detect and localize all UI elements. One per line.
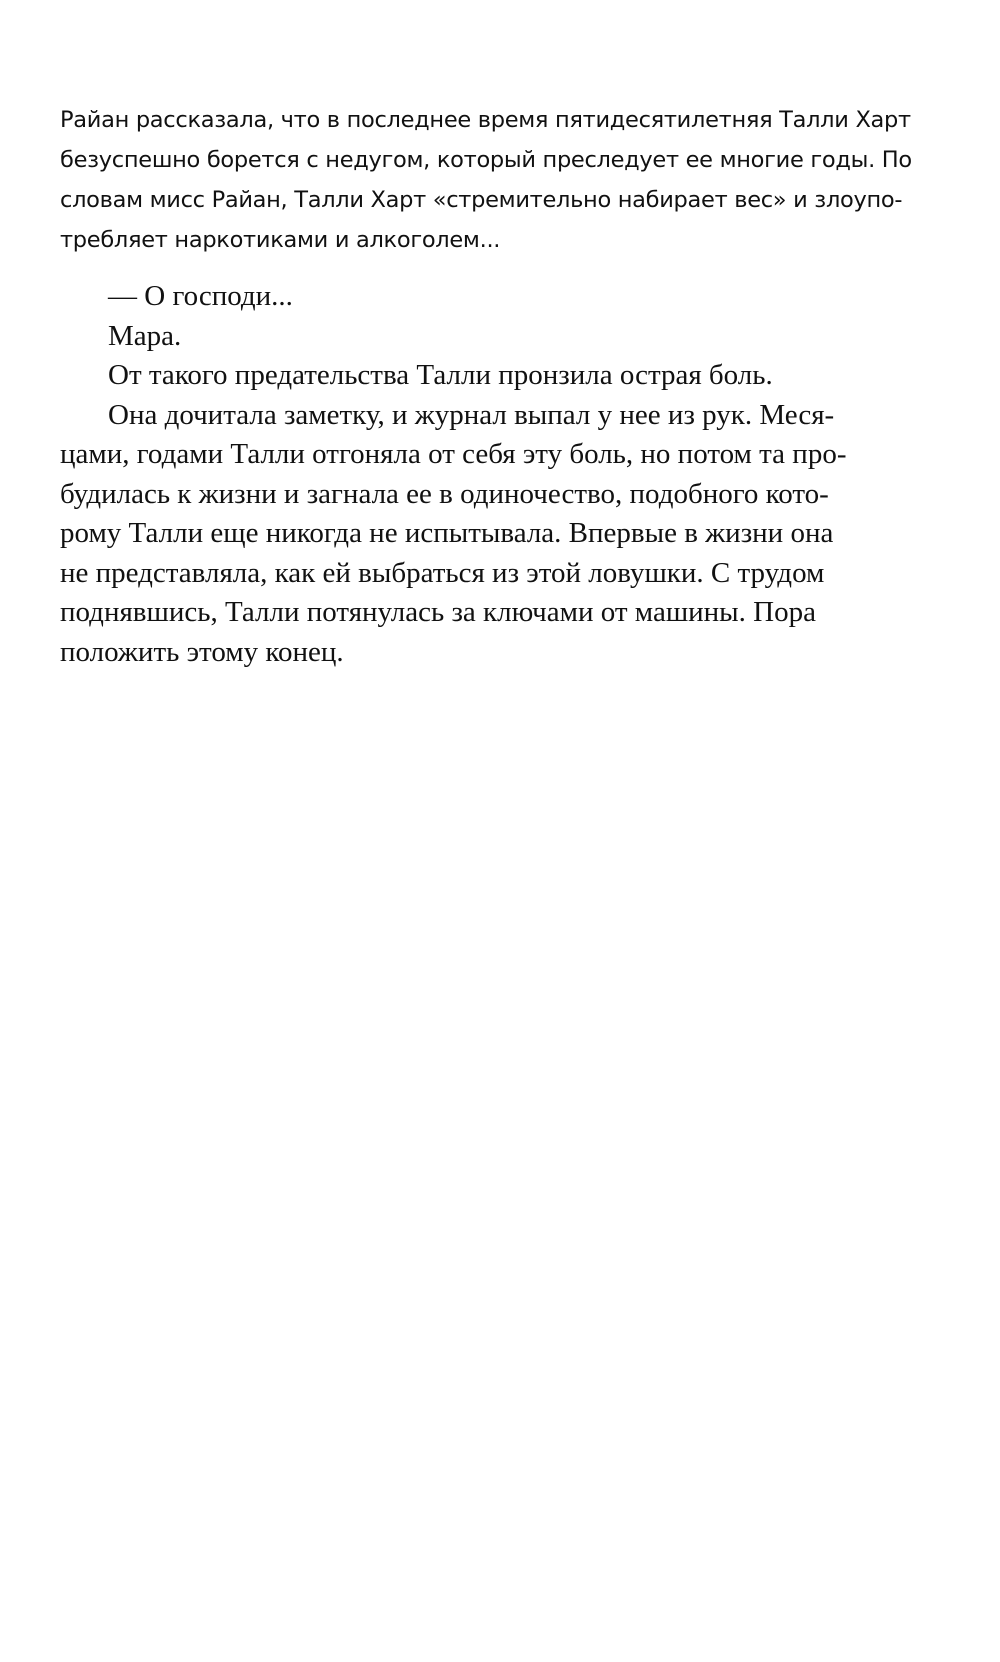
- name-line: Мара.: [108, 319, 182, 352]
- narrative-text: [60, 277, 940, 672]
- paragraph-line: будилась к жизни и загнала ее в одиночество, подобного кото-: [60, 477, 829, 510]
- magazine-excerpt: [60, 100, 940, 260]
- paragraph-line: Она дочитала заметку, и журнал выпал у нее из рук. Меся-: [108, 398, 835, 431]
- paragraph-line: цами, годами Талли отгоняла от себя эту боль, но потом та про-: [60, 438, 847, 470]
- paragraph-line: положить этому конец.: [60, 635, 344, 668]
- excerpt-line: словам мисс Райан, Талли Харт «стремительно набирает вес» и злоупо-: [60, 187, 903, 213]
- paragraph-line: поднявшись, Талли потянулась за ключами от машины. Пора: [60, 596, 816, 628]
- paragraph-line: не представляла, как ей выбраться из этой ловушки. С трудом: [60, 556, 825, 589]
- excerpt-line: безуспешно борется с недугом, который преследует ее многие годы. По: [60, 147, 912, 173]
- betrayal-line: От такого предательства Талли пронзила острая боль.: [108, 359, 773, 391]
- excerpt-line: требляет наркотиками и алкоголем...: [60, 227, 501, 253]
- excerpt-line: Райан рассказала, что в последнее время пятидесятилетняя Талли Харт: [60, 107, 911, 133]
- paragraph-line: рому Талли еще никогда не испытывала. Впервые в жизни она: [60, 517, 834, 549]
- dialogue-line: — О господи...: [108, 280, 293, 312]
